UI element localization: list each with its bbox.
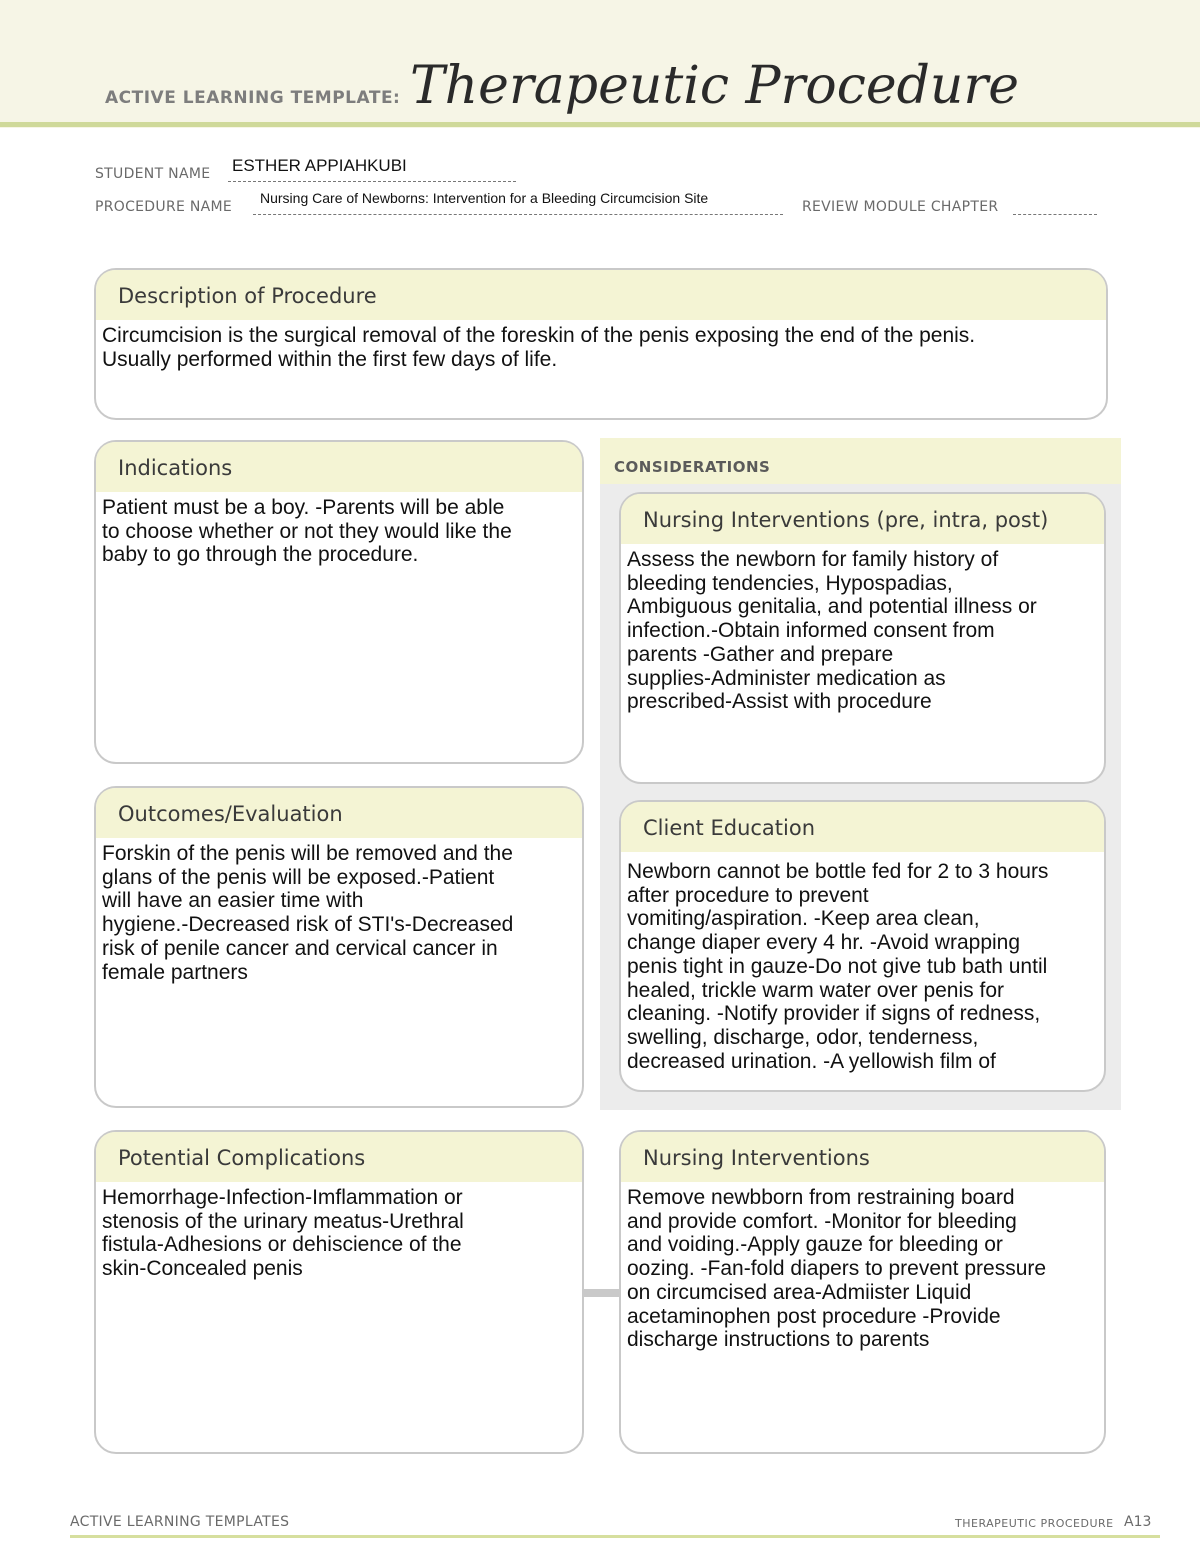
- client-education-title: Client Education: [643, 816, 816, 840]
- box-connector: [583, 1289, 620, 1297]
- outcomes-box: [94, 786, 584, 1108]
- student-name-line: [228, 181, 516, 182]
- complications-title: Potential Complications: [118, 1146, 366, 1170]
- outcomes-text[interactable]: Forskin of the penis will be removed and the glans of the penis will be exposed.-Patient will have an easier time with hygiene.-Decreased risk of STI's-Decreased risk of penile cancer and cervical cancer in female partners: [102, 842, 514, 984]
- client-education-box: [619, 800, 1106, 1092]
- indications-title: Indications: [118, 456, 233, 480]
- complications-box: [94, 1130, 584, 1454]
- page-title: Therapeutic Procedure: [410, 56, 1019, 116]
- nursing-pre-text[interactable]: Assess the newborn for family history of bleeding tendencies, Hypospadias, Ambiguous genitalia, and potential illness or infection.-Obtain informed consent from parents -Gather and prepare supplies-Administer medication as prescribed-Assist with procedure: [627, 548, 1037, 714]
- considerations-label: CONSIDERATIONS: [614, 458, 771, 476]
- indications-box: [94, 440, 584, 764]
- nursing-pre-title: Nursing Interventions (pre, intra, post): [643, 508, 1049, 532]
- procedure-name-field[interactable]: Nursing Care of Newborns: Intervention for a Bleeding Circumcision Site: [260, 190, 709, 206]
- procedure-name-label: PROCEDURE NAME: [95, 199, 233, 215]
- student-name-label: STUDENT NAME: [95, 166, 211, 182]
- description-box: [94, 268, 1108, 420]
- header-rule: [0, 122, 1200, 127]
- procedure-name-line: [253, 214, 783, 215]
- student-name-field[interactable]: ESTHER APPIAHKUBI: [232, 156, 407, 175]
- outcomes-title: Outcomes/Evaluation: [118, 802, 343, 826]
- nursing-interventions-box: [619, 1130, 1106, 1454]
- client-education-text[interactable]: Newborn cannot be bottle fed for 2 to 3 hours after procedure to prevent vomiting/aspiration. -Keep area clean, change diaper every 4 hr. -Avoid wrapping penis tight in gauze-Do not give tub bath until healed, trickle warm water over penis for cleaning. -Notify provider if signs of redness, swelling, discharge, odor, tenderness, decreased urination. -A yellowish film of: [627, 860, 1049, 1073]
- nursing-pre-box: [619, 492, 1106, 784]
- footer-right-label: THERAPEUTIC PROCEDURE: [955, 1517, 1114, 1530]
- description-text[interactable]: Circumcision is the surgical removal of the foreskin of the penis exposing the end of the penis. Usually performed within the first few days of life.: [102, 324, 976, 371]
- nursing-interventions-text[interactable]: Remove newbborn from restraining board and provide comfort. -Monitor for bleeding and voiding.-Apply gauze for bleeding or oozing. -Fan-fold diapers to prevent pressure on circumcised area-Admiister Liquid acetaminophen post procedure -Provide discharge instructions to parents: [627, 1186, 1047, 1352]
- nursing-interventions-title: Nursing Interventions: [643, 1146, 870, 1170]
- review-module-label: REVIEW MODULE CHAPTER: [802, 199, 999, 215]
- indications-text[interactable]: Patient must be a boy. -Parents will be able to choose whether or not they would like the baby to go through the procedure.: [102, 496, 512, 567]
- description-title: Description of Procedure: [118, 284, 377, 308]
- footer-rule: [70, 1535, 1160, 1538]
- page-number: A13: [1124, 1514, 1152, 1530]
- complications-text[interactable]: Hemorrhage-Infection-Imflammation or stenosis of the urinary meatus-Urethral fistula-Adhesions or dehiscience of the skin-Concealed penis: [102, 1186, 464, 1281]
- template-label: ACTIVE LEARNING TEMPLATE:: [105, 88, 401, 108]
- review-module-line: [1013, 214, 1097, 215]
- footer-left-label: ACTIVE LEARNING TEMPLATES: [70, 1514, 290, 1530]
